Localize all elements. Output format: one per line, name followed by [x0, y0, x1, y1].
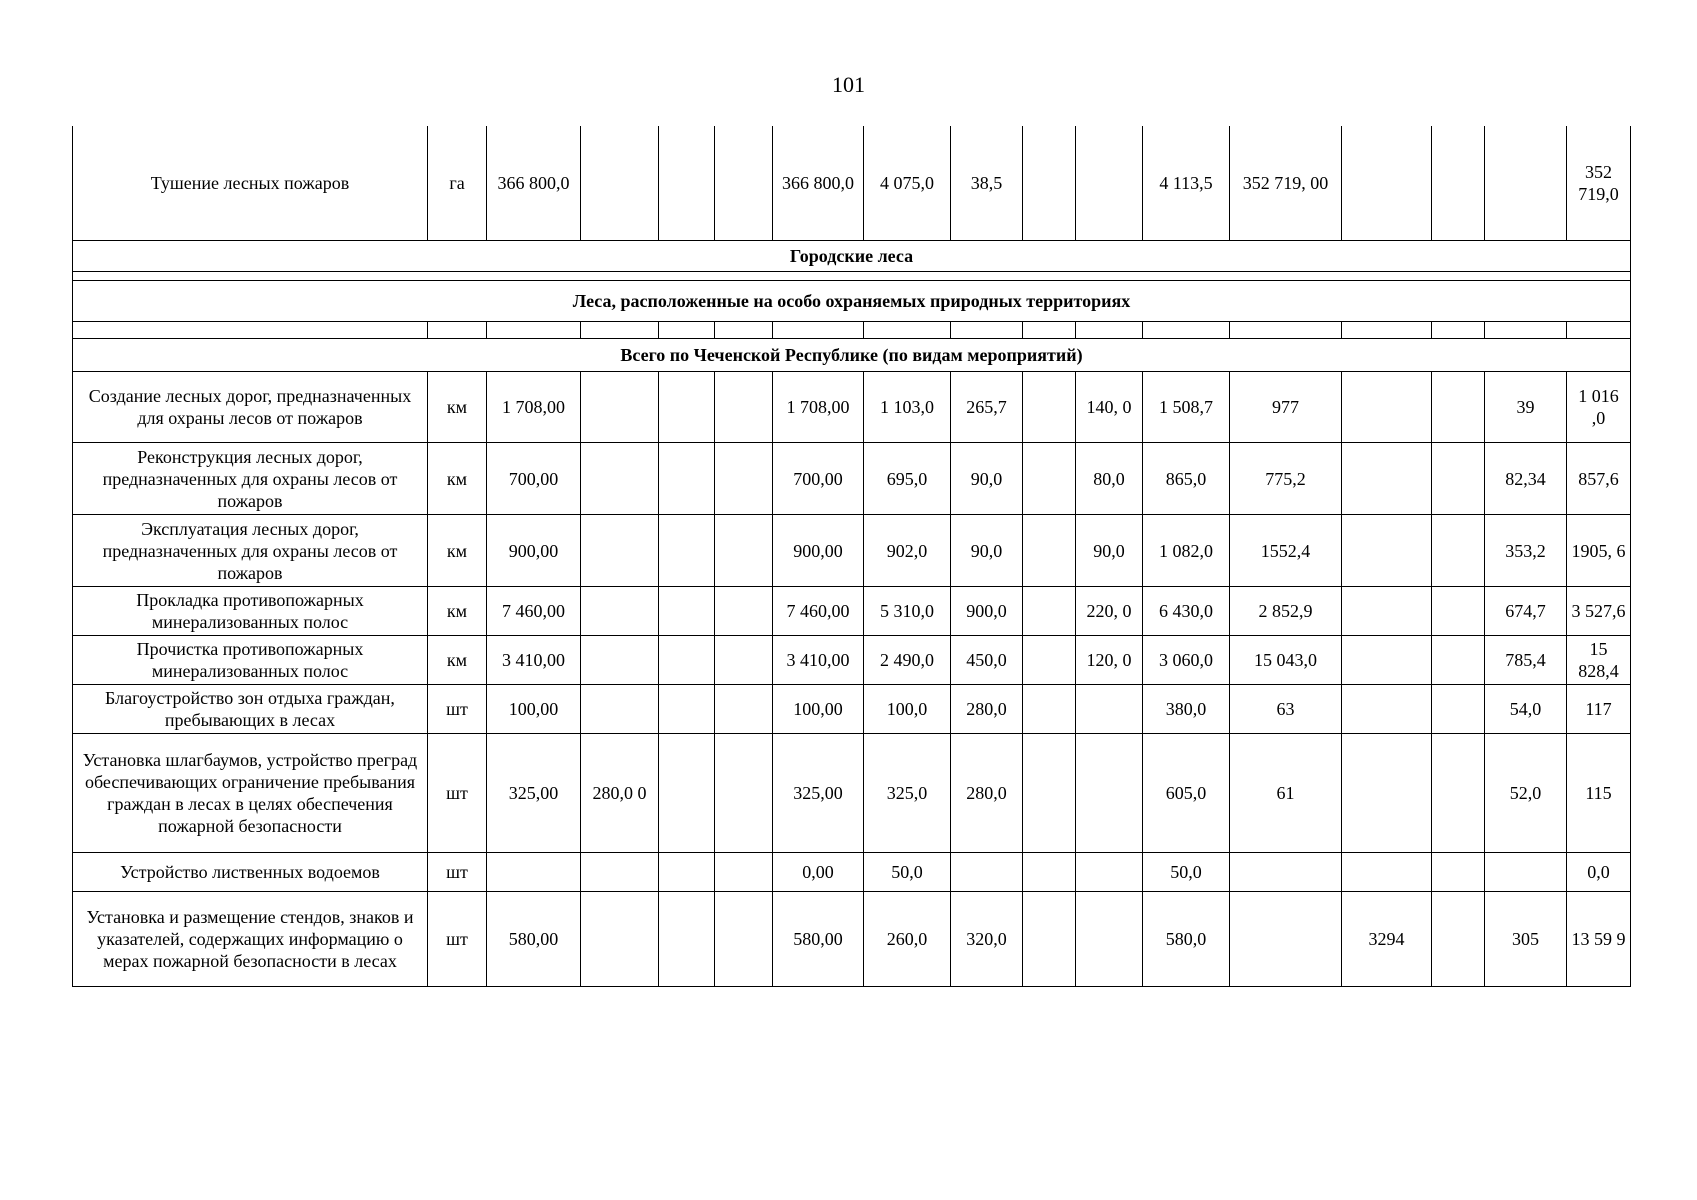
measure-name-cell: Установка и размещение стендов, знаков и указателей, содержащих информацию о мерах пожарной безопасности в лесах: [73, 892, 428, 987]
value-cell: 380,0: [1143, 685, 1230, 734]
value-cell: [1432, 685, 1485, 734]
value-cell: 38,5: [951, 126, 1023, 241]
value-cell: [487, 853, 581, 892]
empty-row: [73, 272, 1631, 281]
empty-cell: [659, 322, 715, 339]
value-cell: 4 075,0: [864, 126, 951, 241]
unit-cell: шт: [428, 892, 487, 987]
measure-name-cell: Тушение лесных пожаров: [73, 126, 428, 241]
measure-name-cell: Эксплуатация лесных дорог, предназначенных для охраны лесов от пожаров: [73, 515, 428, 587]
value-cell: 117: [1567, 685, 1631, 734]
value-cell: [1342, 372, 1432, 443]
value-cell: [715, 734, 773, 853]
measure-name-cell: Установка шлагбаумов, устройство преград обеспечивающих ограничение пребывания граждан в лесах в целях обеспечения пожарной безопасности: [73, 734, 428, 853]
value-cell: [581, 892, 659, 987]
value-cell: [1342, 853, 1432, 892]
value-cell: [659, 636, 715, 685]
empty-cell: [73, 272, 1631, 281]
value-cell: 785,4: [1485, 636, 1567, 685]
value-cell: 700,00: [487, 443, 581, 515]
value-cell: [1023, 685, 1076, 734]
value-cell: 90,0: [1076, 515, 1143, 587]
value-cell: 580,0: [1143, 892, 1230, 987]
value-cell: 900,00: [773, 515, 864, 587]
value-cell: [1432, 587, 1485, 636]
value-cell: 115: [1567, 734, 1631, 853]
section-header-row: [73, 339, 1631, 372]
value-cell: [1076, 126, 1143, 241]
table-row: [73, 734, 1631, 853]
unit-cell: км: [428, 372, 487, 443]
measure-name-cell: Реконструкция лесных дорог, предназначенных для охраны лесов от пожаров: [73, 443, 428, 515]
table-row: [73, 126, 1631, 241]
value-cell: [1432, 126, 1485, 241]
value-cell: 325,00: [773, 734, 864, 853]
unit-cell: км: [428, 587, 487, 636]
value-cell: 50,0: [1143, 853, 1230, 892]
unit-cell: шт: [428, 685, 487, 734]
value-cell: 1 508,7: [1143, 372, 1230, 443]
value-cell: [659, 443, 715, 515]
value-cell: 13 59 9: [1567, 892, 1631, 987]
measure-name-cell: Прочистка противопожарных минерализованных полос: [73, 636, 428, 685]
value-cell: [715, 685, 773, 734]
unit-cell: шт: [428, 734, 487, 853]
value-cell: [1432, 636, 1485, 685]
value-cell: [715, 515, 773, 587]
value-cell: [1485, 853, 1567, 892]
value-cell: 700,00: [773, 443, 864, 515]
value-cell: [715, 853, 773, 892]
value-cell: 280,0 0: [581, 734, 659, 853]
value-cell: [715, 587, 773, 636]
value-cell: 1 016 ,0: [1567, 372, 1631, 443]
section-title: Леса, расположенные на особо охраняемых природных территориях: [73, 281, 1631, 322]
value-cell: 775,2: [1230, 443, 1342, 515]
value-cell: 61: [1230, 734, 1342, 853]
value-cell: 4 113,5: [1143, 126, 1230, 241]
table-row: [73, 587, 1631, 636]
value-cell: [1076, 853, 1143, 892]
value-cell: [581, 685, 659, 734]
unit-cell: км: [428, 443, 487, 515]
table-row: [73, 443, 1631, 515]
value-cell: 857,6: [1567, 443, 1631, 515]
value-cell: 3 410,00: [487, 636, 581, 685]
empty-cell: [1023, 322, 1076, 339]
value-cell: 450,0: [951, 636, 1023, 685]
value-cell: 352 719, 00: [1230, 126, 1342, 241]
empty-cell: [951, 322, 1023, 339]
value-cell: 320,0: [951, 892, 1023, 987]
empty-row: [73, 322, 1631, 339]
value-cell: 900,0: [951, 587, 1023, 636]
empty-cell: [1485, 322, 1567, 339]
value-cell: 63: [1230, 685, 1342, 734]
value-cell: [1485, 126, 1567, 241]
value-cell: 7 460,00: [487, 587, 581, 636]
table-row: [73, 372, 1631, 443]
value-cell: [1023, 372, 1076, 443]
value-cell: [1230, 853, 1342, 892]
value-cell: [715, 892, 773, 987]
empty-cell: [428, 322, 487, 339]
value-cell: 54,0: [1485, 685, 1567, 734]
value-cell: [1230, 892, 1342, 987]
table-body: [73, 126, 1631, 987]
empty-cell: [581, 322, 659, 339]
section-header-row: [73, 241, 1631, 272]
value-cell: [1342, 515, 1432, 587]
value-cell: [715, 636, 773, 685]
value-cell: [951, 853, 1023, 892]
value-cell: [1023, 636, 1076, 685]
value-cell: 353,2: [1485, 515, 1567, 587]
value-cell: [659, 892, 715, 987]
value-cell: 2 852,9: [1230, 587, 1342, 636]
value-cell: [715, 443, 773, 515]
value-cell: 1905, 6: [1567, 515, 1631, 587]
value-cell: 90,0: [951, 515, 1023, 587]
value-cell: 902,0: [864, 515, 951, 587]
value-cell: 674,7: [1485, 587, 1567, 636]
table-row: [73, 892, 1631, 987]
value-cell: [1076, 892, 1143, 987]
value-cell: [1342, 443, 1432, 515]
value-cell: 325,0: [864, 734, 951, 853]
value-cell: [1023, 853, 1076, 892]
value-cell: [1023, 734, 1076, 853]
value-cell: 0,0: [1567, 853, 1631, 892]
value-cell: 100,00: [773, 685, 864, 734]
value-cell: 1552,4: [1230, 515, 1342, 587]
table-row: [73, 685, 1631, 734]
value-cell: [1342, 685, 1432, 734]
value-cell: 50,0: [864, 853, 951, 892]
empty-cell: [487, 322, 581, 339]
empty-cell: [715, 322, 773, 339]
section-header-row: [73, 281, 1631, 322]
value-cell: [659, 685, 715, 734]
empty-cell: [864, 322, 951, 339]
value-cell: 90,0: [951, 443, 1023, 515]
value-cell: 900,00: [487, 515, 581, 587]
value-cell: [1023, 587, 1076, 636]
value-cell: [581, 853, 659, 892]
table-row: [73, 515, 1631, 587]
value-cell: 865,0: [1143, 443, 1230, 515]
forest-fire-measures-table: [72, 126, 1631, 987]
value-cell: [1342, 126, 1432, 241]
value-cell: [1432, 734, 1485, 853]
value-cell: [1023, 443, 1076, 515]
empty-cell: [1432, 322, 1485, 339]
value-cell: [581, 372, 659, 443]
value-cell: [715, 126, 773, 241]
value-cell: [659, 734, 715, 853]
value-cell: 82,34: [1485, 443, 1567, 515]
value-cell: 3294: [1342, 892, 1432, 987]
value-cell: 220, 0: [1076, 587, 1143, 636]
page-number: 101: [832, 72, 865, 97]
value-cell: 15 043,0: [1230, 636, 1342, 685]
value-cell: [659, 515, 715, 587]
value-cell: [1023, 515, 1076, 587]
unit-cell: га: [428, 126, 487, 241]
value-cell: 5 310,0: [864, 587, 951, 636]
value-cell: 3 410,00: [773, 636, 864, 685]
value-cell: [581, 126, 659, 241]
measure-name-cell: Устройство лиственных водоемов: [73, 853, 428, 892]
value-cell: [659, 372, 715, 443]
value-cell: 977: [1230, 372, 1342, 443]
value-cell: 366 800,0: [487, 126, 581, 241]
section-title: Городские леса: [73, 241, 1631, 272]
value-cell: [581, 443, 659, 515]
empty-cell: [1567, 322, 1631, 339]
value-cell: 39: [1485, 372, 1567, 443]
value-cell: [1023, 892, 1076, 987]
value-cell: [659, 126, 715, 241]
empty-cell: [73, 322, 428, 339]
value-cell: 2 490,0: [864, 636, 951, 685]
value-cell: 1 708,00: [487, 372, 581, 443]
value-cell: 605,0: [1143, 734, 1230, 853]
value-cell: 3 527,6: [1567, 587, 1631, 636]
unit-cell: шт: [428, 853, 487, 892]
value-cell: 0,00: [773, 853, 864, 892]
value-cell: 580,00: [487, 892, 581, 987]
empty-cell: [1230, 322, 1342, 339]
value-cell: [581, 515, 659, 587]
value-cell: [1432, 892, 1485, 987]
value-cell: 140, 0: [1076, 372, 1143, 443]
table-row: [73, 853, 1631, 892]
value-cell: 1 082,0: [1143, 515, 1230, 587]
value-cell: 265,7: [951, 372, 1023, 443]
value-cell: 6 430,0: [1143, 587, 1230, 636]
value-cell: 1 708,00: [773, 372, 864, 443]
value-cell: 260,0: [864, 892, 951, 987]
measure-name-cell: Благоустройство зон отдыха граждан, пребывающих в лесах: [73, 685, 428, 734]
table-row: [73, 636, 1631, 685]
value-cell: [581, 587, 659, 636]
value-cell: [715, 372, 773, 443]
value-cell: [1432, 443, 1485, 515]
empty-cell: [1143, 322, 1230, 339]
value-cell: 80,0: [1076, 443, 1143, 515]
value-cell: 366 800,0: [773, 126, 864, 241]
value-cell: 280,0: [951, 685, 1023, 734]
empty-cell: [773, 322, 864, 339]
value-cell: [1023, 126, 1076, 241]
value-cell: 325,00: [487, 734, 581, 853]
empty-cell: [1076, 322, 1143, 339]
value-cell: 100,00: [487, 685, 581, 734]
value-cell: 7 460,00: [773, 587, 864, 636]
unit-cell: км: [428, 636, 487, 685]
measure-name-cell: Создание лесных дорог, предназначенных для охраны лесов от пожаров: [73, 372, 428, 443]
value-cell: [659, 587, 715, 636]
value-cell: 695,0: [864, 443, 951, 515]
value-cell: 1 103,0: [864, 372, 951, 443]
value-cell: [1342, 636, 1432, 685]
value-cell: [1076, 734, 1143, 853]
measure-name-cell: Прокладка противопожарных минерализованных полос: [73, 587, 428, 636]
unit-cell: км: [428, 515, 487, 587]
value-cell: 100,0: [864, 685, 951, 734]
value-cell: [581, 636, 659, 685]
value-cell: 3 060,0: [1143, 636, 1230, 685]
value-cell: [1076, 685, 1143, 734]
value-cell: [659, 853, 715, 892]
value-cell: 15 828,4: [1567, 636, 1631, 685]
value-cell: [1432, 853, 1485, 892]
value-cell: [1342, 734, 1432, 853]
value-cell: [1432, 372, 1485, 443]
value-cell: 305: [1485, 892, 1567, 987]
value-cell: [1342, 587, 1432, 636]
value-cell: [1432, 515, 1485, 587]
value-cell: 120, 0: [1076, 636, 1143, 685]
value-cell: 52,0: [1485, 734, 1567, 853]
value-cell: 580,00: [773, 892, 864, 987]
section-title: Всего по Чеченской Республике (по видам мероприятий): [73, 339, 1631, 372]
empty-cell: [1342, 322, 1432, 339]
value-cell: 352 719,0: [1567, 126, 1631, 241]
value-cell: 280,0: [951, 734, 1023, 853]
